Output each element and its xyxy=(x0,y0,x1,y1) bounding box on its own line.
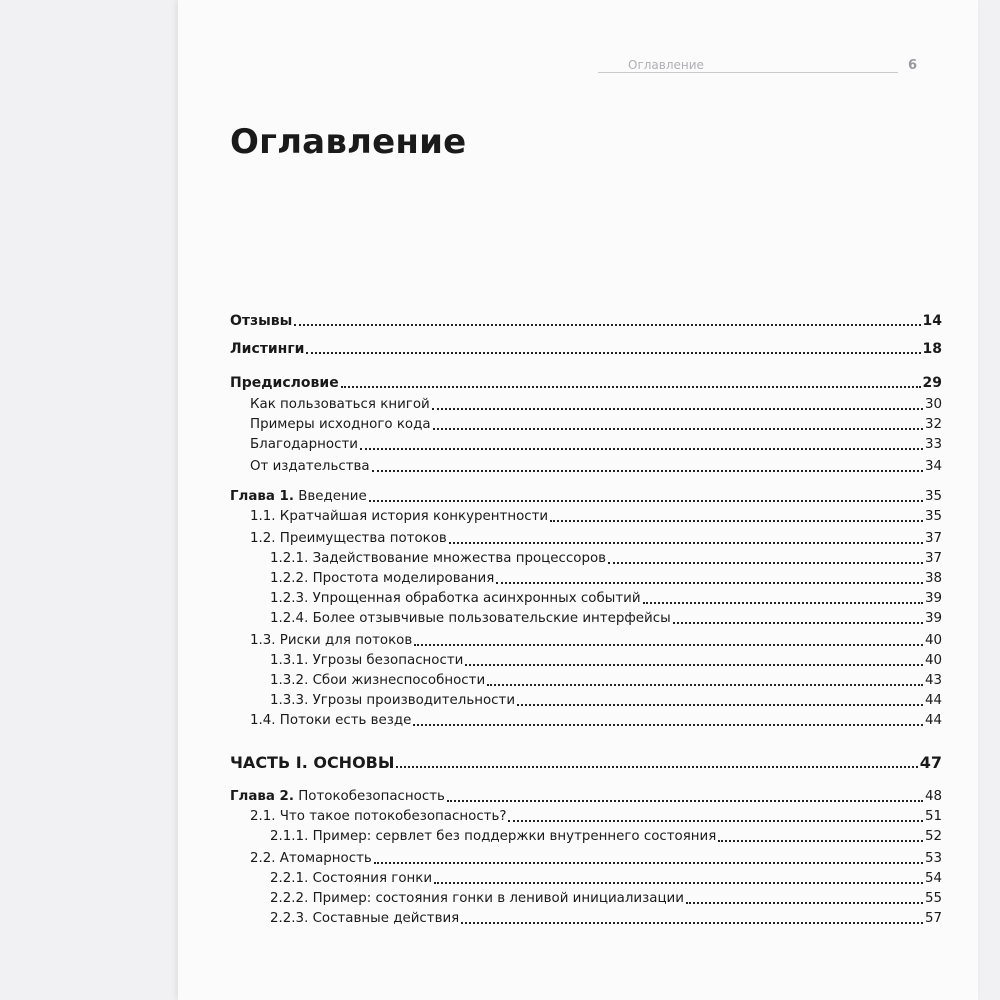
dot-leader xyxy=(341,374,921,388)
toc-page-number: 57 xyxy=(924,911,942,926)
dot-leader xyxy=(686,890,923,904)
toc-page-number: 54 xyxy=(924,871,942,886)
toc-entry-label: 1.2.4. Более отзывчивые пользовательские интерфейсы xyxy=(270,611,671,626)
dot-leader xyxy=(643,590,923,604)
toc-entry xyxy=(230,610,942,628)
toc-page-number: 39 xyxy=(924,591,942,606)
dot-leader xyxy=(432,396,923,410)
toc-entry-label: Отзывы xyxy=(230,313,293,329)
toc-page-number: 14 xyxy=(922,313,942,329)
dot-leader xyxy=(369,488,923,502)
toc-entry-label: 1.2.2. Простота моделирования xyxy=(270,571,495,586)
toc-entry-label xyxy=(230,788,445,806)
page-title: Оглавление xyxy=(230,122,467,162)
dot-leader xyxy=(449,530,923,544)
toc-entry xyxy=(230,672,942,690)
toc-entry-label xyxy=(230,488,367,506)
toc-entry-label: 1.2. Преимущества потоков xyxy=(250,531,447,546)
dot-leader xyxy=(306,340,920,354)
toc-entry xyxy=(230,692,942,710)
dot-leader xyxy=(414,632,923,646)
toc-entry-label: 2.1.1. Пример: сервлет без поддержки внутреннего состояния xyxy=(270,829,717,844)
toc-entry-label: 1.3.3. Угрозы производительности xyxy=(270,693,516,708)
toc-entry xyxy=(230,788,942,806)
toc-entry xyxy=(230,508,942,526)
toc-entry xyxy=(230,910,942,928)
toc-entry xyxy=(230,570,942,588)
dot-leader xyxy=(360,436,923,450)
toc-page-number: 34 xyxy=(924,459,942,474)
dot-leader xyxy=(673,610,923,624)
toc-entry xyxy=(230,312,942,330)
toc-entry xyxy=(230,870,942,888)
dot-leader xyxy=(447,788,923,802)
dot-leader xyxy=(496,570,923,584)
toc-entry xyxy=(230,374,942,392)
toc-page-number: 32 xyxy=(924,417,942,432)
toc-page-number: 35 xyxy=(924,489,942,504)
dot-leader xyxy=(608,550,923,564)
toc-entry xyxy=(230,416,942,434)
toc-entry xyxy=(230,828,942,846)
toc-entry xyxy=(230,550,942,568)
dot-leader xyxy=(465,652,923,666)
dot-leader xyxy=(374,850,923,864)
toc-entry-label: 1.2.3. Упрощенная обработка асинхронных событий xyxy=(270,591,641,606)
toc-entry xyxy=(230,808,942,826)
chapter-prefix: Глава 2. xyxy=(230,789,294,804)
toc-entry-label: Примеры исходного кода xyxy=(250,417,431,432)
chapter-prefix: Глава 1. xyxy=(230,489,294,504)
toc-page-number: 55 xyxy=(924,891,942,906)
dot-leader xyxy=(372,458,923,472)
chapter-title: Введение xyxy=(298,489,367,504)
toc-page-number: 29 xyxy=(922,375,942,391)
toc-entry xyxy=(230,396,942,414)
header-page-number: 6 xyxy=(908,58,918,73)
toc-entry-label: 2.2.2. Пример: состояния гонки в ленивой инициализации xyxy=(270,891,684,906)
toc-page-number: 48 xyxy=(924,789,942,804)
toc-entry xyxy=(230,590,942,608)
toc-entry-label: Благодарности xyxy=(250,437,358,452)
toc-page-number: 38 xyxy=(924,571,942,586)
toc-entry-label: 1.2.1. Задействование множества процессоров xyxy=(270,551,607,566)
toc-entry-label: От издательства xyxy=(250,459,370,474)
toc-page-number: 40 xyxy=(924,633,942,648)
dot-leader xyxy=(718,828,923,842)
toc-page-number: 53 xyxy=(924,851,942,866)
toc-page-number: 44 xyxy=(924,713,942,728)
running-header: Оглавление xyxy=(628,58,704,72)
header-rule xyxy=(598,72,898,73)
toc-entry-label: 1.3.1. Угрозы безопасности xyxy=(270,653,464,668)
toc-entry xyxy=(230,436,942,454)
toc-entry-label: 1.3.2. Сбои жизнеспособности xyxy=(270,673,486,688)
toc-entry xyxy=(230,890,942,908)
toc-page-number: 52 xyxy=(924,829,942,844)
toc-page-number: 43 xyxy=(924,673,942,688)
dot-leader xyxy=(433,416,923,430)
toc-page-number: 44 xyxy=(924,693,942,708)
toc-entry xyxy=(230,712,942,730)
toc-page-number: 51 xyxy=(924,809,942,824)
toc-page-number: 37 xyxy=(924,531,942,546)
toc-entry-label: Как пользоваться книгой xyxy=(250,397,430,412)
dot-leader xyxy=(396,754,917,768)
dot-leader xyxy=(487,672,923,686)
dot-leader xyxy=(508,808,922,822)
dot-leader xyxy=(413,712,923,726)
toc-entry-label: 1.4. Потоки есть везде xyxy=(250,713,412,728)
toc-page-number: 35 xyxy=(924,509,942,524)
toc-entry-label: 2.2. Атомарность xyxy=(250,851,372,866)
toc-page-number: 37 xyxy=(924,551,942,566)
toc-entry-label: 2.1. Что такое потокобезопасность? xyxy=(250,809,507,824)
toc-entry-label: 1.3. Риски для потоков xyxy=(250,633,413,648)
toc-entry xyxy=(230,340,942,358)
toc-entry xyxy=(230,488,942,506)
dot-leader xyxy=(461,910,923,924)
toc-page-number: 18 xyxy=(922,341,942,357)
toc-entry-label: ЧАСТЬ I. ОСНОВЫ xyxy=(230,753,395,772)
toc-entry xyxy=(230,652,942,670)
toc-entry xyxy=(230,632,942,650)
toc-page-number: 47 xyxy=(919,753,942,772)
dot-leader xyxy=(550,508,923,522)
toc-page-number: 39 xyxy=(924,611,942,626)
toc-entry-label: Листинги xyxy=(230,341,305,357)
toc-entry-label: Предисловие xyxy=(230,375,339,391)
book-page xyxy=(178,0,978,1000)
toc-entry-label: 2.2.3. Составные действия xyxy=(270,911,460,926)
toc-page-number: 30 xyxy=(924,397,942,412)
toc-page-number: 40 xyxy=(924,653,942,668)
dot-leader xyxy=(434,870,923,884)
dot-leader xyxy=(517,692,923,706)
toc-entry xyxy=(230,530,942,548)
toc-entry xyxy=(230,850,942,868)
chapter-title: Потокобезопасность xyxy=(298,789,445,804)
toc-entry-label: 1.1. Кратчайшая история конкурентности xyxy=(250,509,549,524)
dot-leader xyxy=(294,312,920,326)
toc-page-number: 33 xyxy=(924,437,942,452)
toc-entry-label: 2.2.1. Состояния гонки xyxy=(270,871,433,886)
toc-entry xyxy=(230,754,942,772)
toc-entry xyxy=(230,458,942,476)
